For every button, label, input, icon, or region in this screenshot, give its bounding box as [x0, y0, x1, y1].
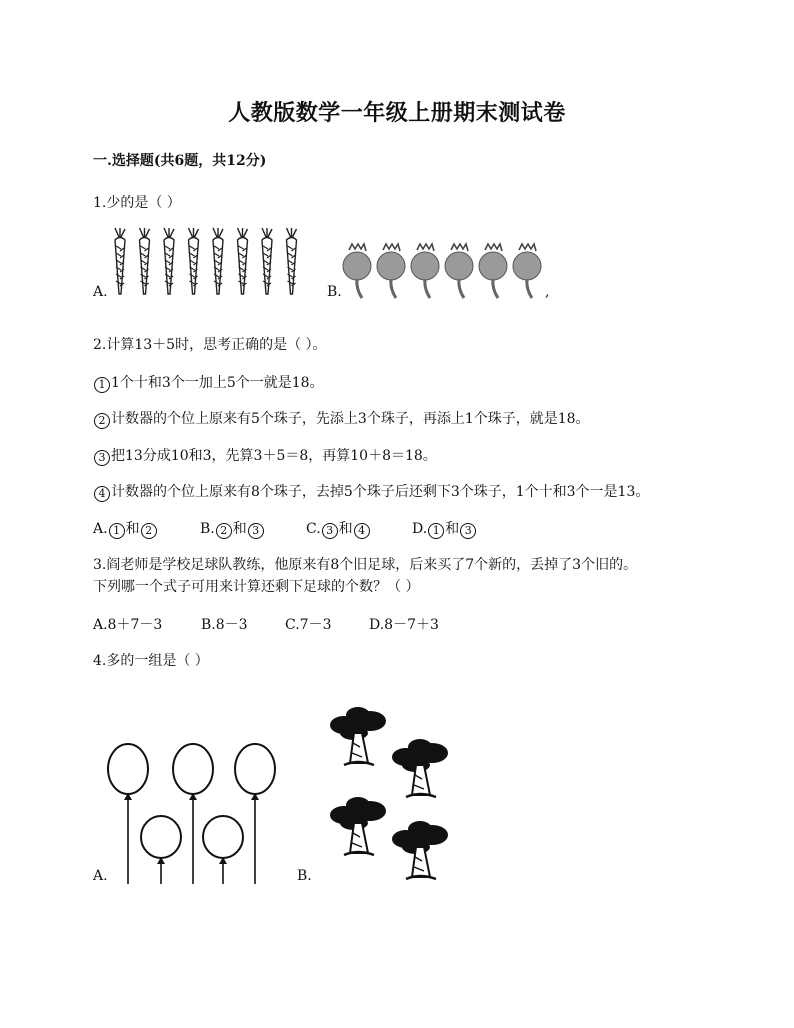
q4-option-a-label: A.	[93, 868, 108, 884]
q3-option-b: B.8－3	[201, 617, 248, 633]
radish-icon	[343, 244, 371, 298]
radish-icon	[479, 244, 507, 298]
balloons-image	[106, 742, 284, 884]
radish-icon	[513, 244, 541, 298]
carrot-icon	[164, 228, 174, 294]
page-title: 人教版数学一年级上册期末测试卷	[228, 100, 566, 126]
circled-number: 2	[94, 413, 110, 429]
section-heading: 一.选择题(共6题，共12分)	[93, 153, 267, 169]
q2-statement-2: 2 计数器的个位上原来有5个珠子，先添上3个珠子，再添上1个珠子，就是18。	[93, 408, 590, 429]
question-3-stem-line-2: 下列哪一个式子可用来计算还剩下足球的个数？（ ）	[93, 579, 420, 595]
balloon-icon	[141, 816, 181, 884]
q2-statement-1: 1 1个十和3个一加上5个一就是18。	[93, 372, 324, 393]
circled-number: 4	[94, 486, 110, 502]
q4-option-b-label: B.	[297, 868, 312, 884]
balloon-icon	[203, 816, 243, 884]
balloon-icon	[173, 744, 213, 884]
carrots-image	[108, 228, 308, 298]
q3-option-c: C.7－3	[285, 617, 332, 633]
question-4-stem: 4.多的一组是（ ）	[93, 653, 209, 669]
q2-statement-3: 3 把13分成10和3，先算3＋5＝8，再算10＋8＝18。	[93, 445, 437, 466]
carrot-icon	[189, 228, 199, 294]
radish-icon	[445, 244, 473, 298]
question-1-stem: 1.少的是（ ）	[93, 195, 181, 211]
q3-option-d: D.8－7＋3	[369, 617, 439, 633]
q1-option-a-label: A.	[93, 284, 108, 300]
carrot-icon	[238, 228, 248, 294]
circled-number: 1	[94, 377, 110, 393]
balloon-icon	[108, 744, 148, 884]
balloon-icon	[235, 744, 275, 884]
question-3-stem-line-1: 3.阎老师是学校足球队教练，他原来有8个旧足球，后来买了7个新的，丢掉了3个旧的。	[93, 557, 638, 573]
carrot-icon	[262, 228, 272, 294]
radishes-image	[340, 244, 550, 300]
carrot-icon	[287, 228, 297, 294]
carrot-icon	[140, 228, 150, 294]
q2-option-a: A. 1 和 2	[93, 518, 158, 539]
q3-option-a: A.8＋7－3	[93, 617, 163, 633]
radish-icon	[377, 244, 405, 298]
q2-option-b: B. 2 和 3	[200, 518, 265, 539]
q1-trailing-mark: ,	[545, 284, 550, 300]
q2-statement-4: 4 计数器的个位上原来有8个珠子，去掉5个珠子后还剩下3个珠子，1个十和3个一是13。	[93, 481, 649, 502]
carrot-icon	[213, 228, 223, 294]
tree-icon	[330, 707, 386, 765]
q2-option-c: C. 3 和 4	[306, 518, 371, 539]
carrot-icon	[115, 228, 125, 294]
tree-icon	[392, 821, 448, 879]
trees-image	[310, 705, 466, 883]
q2-option-d: D. 1 和 3	[412, 518, 477, 539]
tree-icon	[392, 739, 448, 797]
q1-option-b-label: B.	[327, 284, 342, 300]
tree-icon	[330, 797, 386, 855]
circled-number: 3	[94, 450, 110, 466]
radish-icon	[411, 244, 439, 298]
question-2-stem: 2.计算13＋5时，思考正确的是（ ）。	[93, 337, 327, 353]
